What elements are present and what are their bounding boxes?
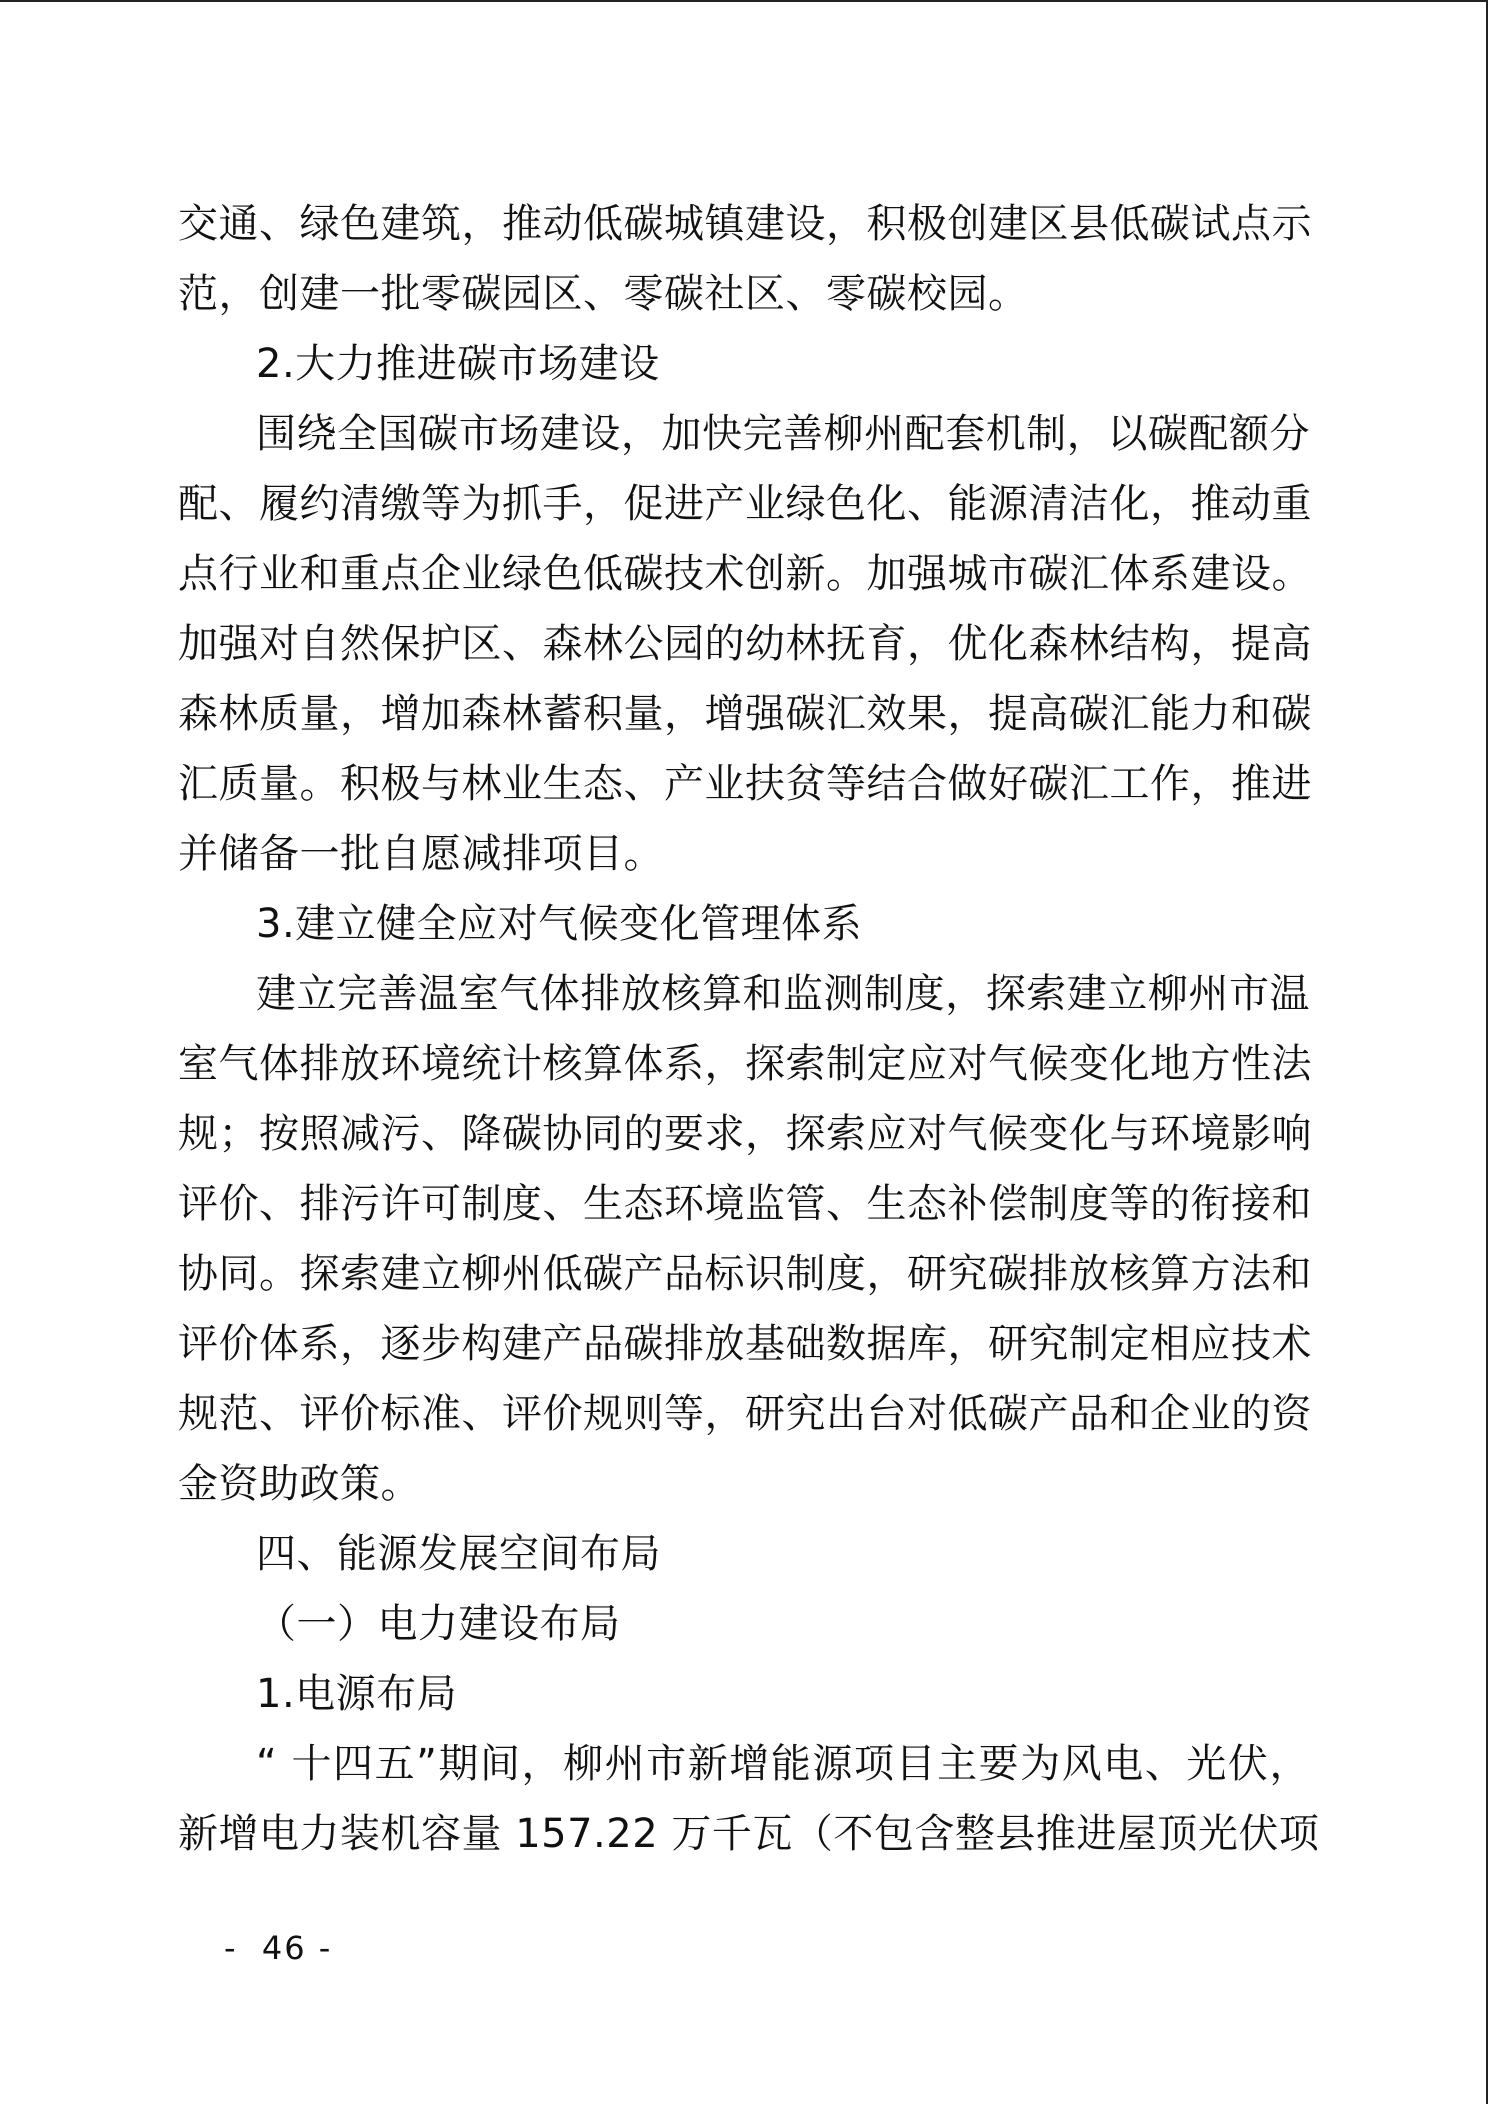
section-heading: 四、能源发展空间布局 <box>256 1531 661 1577</box>
text-line: 评价、排污许可制度、生态环境监管、生态补偿制度等的衔接和 <box>178 1181 1312 1227</box>
text-line: 建立完善温室气体排放核算和监测制度，探索建立柳州市温 <box>256 971 1310 1017</box>
text-line: 点行业和重点企业绿色低碳技术创新。加强城市碳汇体系建设。 <box>178 551 1312 597</box>
section-heading: 2.大力推进碳市场建设 <box>256 341 660 387</box>
text-line: 配、履约清缴等为抓手，促进产业绿色化、能源清洁化，推动重 <box>178 481 1312 527</box>
text-line: 范，创建一批零碳园区、零碳社区、零碳校园。 <box>178 271 1029 317</box>
text-line: 规范、评价标准、评价规则等，研究出台对低碳产品和企业的资 <box>178 1391 1312 1437</box>
text-line: 金资助政策。 <box>178 1461 421 1507</box>
text-line: 森林质量，增加森林蓄积量，增强碳汇效果，提高碳汇能力和碳 <box>178 691 1312 737</box>
text-line: 汇质量。积极与林业生态、产业扶贫等结合做好碳汇工作，推进 <box>178 761 1312 807</box>
text-line: 加强对自然保护区、森林公园的幼林抚育，优化森林结构，提高 <box>178 621 1312 667</box>
text-line: “ 十四五”期间，柳州市新增能源项目主要为风电、光伏， <box>256 1741 1310 1787</box>
text-line: 评价体系，逐步构建产品碳排放基础数据库，研究制定相应技术 <box>178 1321 1312 1367</box>
section-heading: 3.建立健全应对气候变化管理体系 <box>256 901 863 947</box>
section-heading: 1.电源布局 <box>256 1671 458 1717</box>
text-line: 协同。探索建立柳州低碳产品标识制度，研究碳排放核算方法和 <box>178 1251 1312 1297</box>
page-number: - 46 - <box>224 1929 333 1967</box>
text-line: 围绕全国碳市场建设，加快完善柳州配套机制，以碳配额分 <box>256 411 1310 457</box>
text-line: 规；按照减污、降碳协同的要求，探索应对气候变化与环境影响 <box>178 1111 1312 1157</box>
text-line: 新增电力装机容量 157.22 万千瓦（不包含整县推进屋顶光伏项 <box>178 1811 1320 1857</box>
text-line: 并储备一批自愿减排项目。 <box>178 831 664 877</box>
text-line: 室气体排放环境统计核算体系，探索制定应对气候变化地方性法 <box>178 1041 1312 1087</box>
text-line: 交通、绿色建筑，推动低碳城镇建设，积极创建区县低碳试点示 <box>178 201 1312 247</box>
section-heading: （一）电力建设布局 <box>256 1601 621 1647</box>
